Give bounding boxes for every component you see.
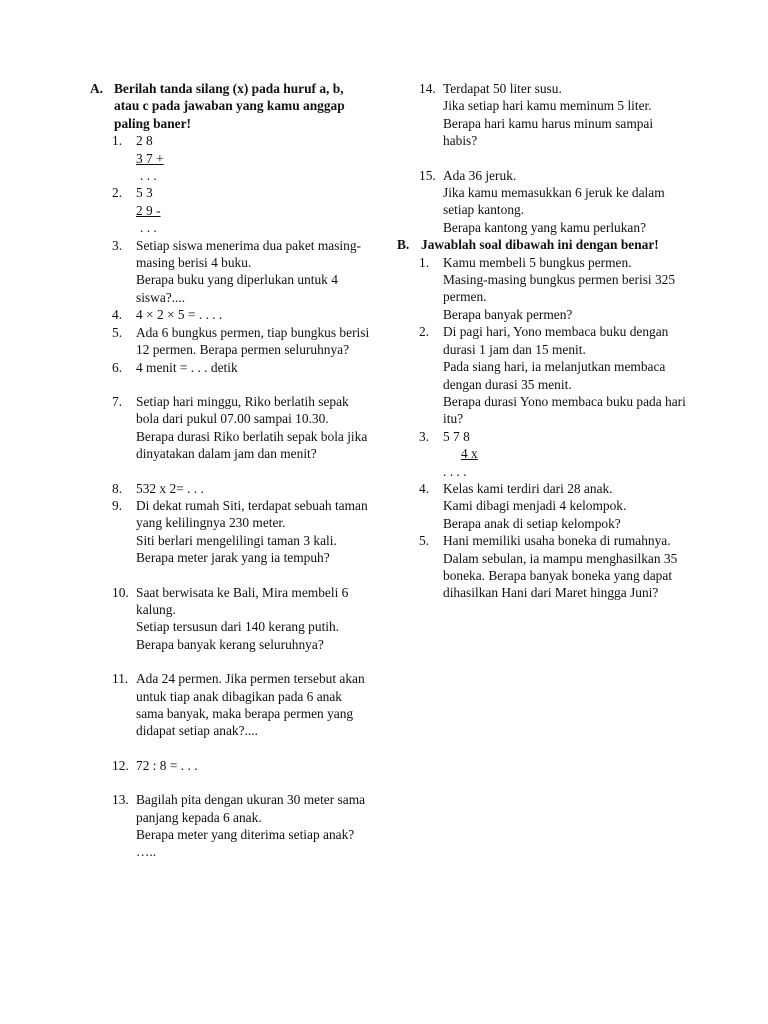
question-line: Berapa meter jarak yang ia tempuh? [136, 550, 330, 566]
section-a-heading [90, 80, 372, 132]
question-line: 2 9 - [136, 202, 161, 218]
question-line: Berapa durasi Yono membaca buku pada hari itu? [443, 393, 686, 427]
question-line: Ada 6 bungkus permen, tiap bungkus berisi 12 permen. Berapa permen seluruhnya? [136, 324, 370, 358]
question-a9 [112, 497, 372, 567]
question-a5 [112, 324, 372, 359]
question-line: Berapa banyak permen? [443, 306, 573, 322]
question-line: Berapa hari kamu harus minum sampai habis? [443, 115, 654, 149]
left-column [90, 80, 372, 861]
question-line: Berapa banyak kerang seluruhnya? [136, 636, 324, 652]
question-number: 3. [112, 237, 123, 253]
question-line: Jika setiap hari kamu meminum 5 liter. [443, 98, 652, 114]
question-line: Di dekat rumah Siti, terdapat sebuah taman yang kelilingnya 230 meter. [136, 497, 368, 531]
question-a13 [112, 791, 372, 861]
question-number: 8. [112, 480, 123, 496]
question-line: Berapa durasi Riko berlatih sepak bola jika dinyatakan dalam jam dan menit? [136, 428, 368, 462]
question-line: Masing-masing bungkus permen berisi 325 permen. [443, 272, 676, 305]
question-b1 [419, 254, 687, 324]
question-line: 532 x 2= . . . [136, 480, 204, 496]
section-a-instruction: Berilah tanda silang (x) pada huruf a, b, atau c pada jawaban yang kamu anggap paling baner! [114, 81, 345, 131]
question-number: 11. [112, 671, 129, 687]
question-line: Terdapat 50 liter susu. [443, 81, 562, 96]
question-number: 2. [419, 324, 430, 340]
question-line: . . . [140, 220, 157, 236]
question-a3 [112, 237, 372, 307]
question-line: 5 7 8 [443, 428, 470, 444]
question-a10 [112, 584, 372, 654]
section-b-instruction: Jawablah soal dibawah ini dengan benar! [421, 237, 659, 253]
question-line: Pada siang hari, ia melanjutkan membaca dengan durasi 35 menit. [443, 359, 666, 392]
question-number: 13. [112, 792, 129, 808]
question-line: Setiap tersusun dari 140 kerang putih. [136, 619, 340, 635]
question-a1 [112, 132, 372, 184]
question-line: . . . [140, 168, 157, 184]
question-line: Berapa buku yang diperlukan untuk 4 siswa?.... [136, 272, 338, 305]
question-line: Ada 36 jeruk. [443, 167, 517, 183]
question-line: Di pagi hari, Yono membaca buku dengan durasi 1 jam dan 15 menit. [443, 324, 669, 357]
question-a2 [112, 184, 372, 236]
section-b-heading [397, 236, 687, 253]
section-a-letter: A. [90, 81, 104, 96]
question-number: 2. [112, 185, 123, 201]
question-line: 4 x [461, 446, 478, 462]
question-line: Berapa anak di setiap kelompok? [443, 515, 621, 531]
question-line: Kamu membeli 5 bungkus permen. [443, 254, 632, 270]
question-line: 4 × 2 × 5 = . . . . [136, 307, 223, 323]
question-number: 5. [112, 324, 123, 340]
question-a14 [419, 80, 687, 150]
question-line: Kami dibagi menjadi 4 kelompok. [443, 498, 627, 514]
question-line: Ada 24 permen. Jika permen tersebut akan untuk tiap anak dibagikan pada 6 anak sama banyak, maka berapa permen yang didapat setiap anak?.... [136, 671, 365, 739]
question-line: Kelas kami terdiri dari 28 anak. [443, 480, 613, 496]
question-line: 2 8 [136, 133, 153, 149]
question-number: 14. [419, 81, 436, 96]
question-number: 15. [419, 167, 436, 183]
section-b-letter: B. [397, 237, 410, 253]
question-line: 3 7 + [136, 150, 164, 166]
question-a6 [112, 359, 372, 376]
question-line: 72 : 8 = . . . [136, 757, 198, 773]
question-line: . . . . [443, 463, 467, 479]
question-number: 12. [112, 757, 129, 773]
question-line: 4 menit = . . . detik [136, 359, 238, 375]
question-number: 1. [112, 133, 123, 149]
question-a8 [112, 480, 372, 497]
question-line: Berapa kantong yang kamu perlukan? [443, 219, 647, 235]
question-b5 [419, 532, 687, 602]
right-column [397, 80, 687, 602]
question-b2 [419, 323, 687, 427]
question-line: Jika kamu memasukkan 6 jeruk ke dalam setiap kantong. [443, 185, 665, 218]
question-a12 [112, 757, 372, 774]
question-line: Saat berwisata ke Bali, Mira membeli 6 kalung. [136, 584, 349, 617]
question-a15 [419, 167, 687, 237]
question-line: Bagilah pita dengan ukuran 30 meter sama panjang kepada 6 anak. [136, 792, 366, 825]
question-line: Setiap hari minggu, Riko berlatih sepak bola dari pukul 07.00 sampai 10.30. [136, 393, 349, 427]
question-a4 [112, 306, 372, 323]
question-number: 1. [419, 254, 430, 270]
question-a11 [112, 670, 372, 740]
question-number: 9. [112, 497, 123, 513]
question-b4 [419, 480, 687, 532]
question-number: 6. [112, 359, 123, 375]
question-line: 5 3 [136, 185, 153, 201]
question-line: Berapa meter yang diterima setiap anak? ….. [136, 827, 355, 860]
question-b3 [419, 428, 687, 480]
question-number: 7. [112, 393, 123, 409]
question-number: 5. [419, 533, 430, 549]
question-line: Setiap siswa menerima dua paket masing-masing berisi 4 buku. [136, 237, 361, 271]
question-number: 10. [112, 584, 129, 600]
question-line: Hani memiliki usaha boneka di rumahnya. Dalam sebulan, ia mampu menghasilkan 35 boneka. Berapa banyak boneka yang dapat dihasilkan Hani dari Maret hingga Juni? [443, 533, 678, 601]
question-number: 4. [419, 480, 430, 496]
question-number: 3. [419, 428, 430, 444]
question-line: Siti berlari mengelilingi taman 3 kali. [136, 532, 337, 548]
question-a7 [112, 393, 372, 463]
question-number: 4. [112, 307, 123, 323]
